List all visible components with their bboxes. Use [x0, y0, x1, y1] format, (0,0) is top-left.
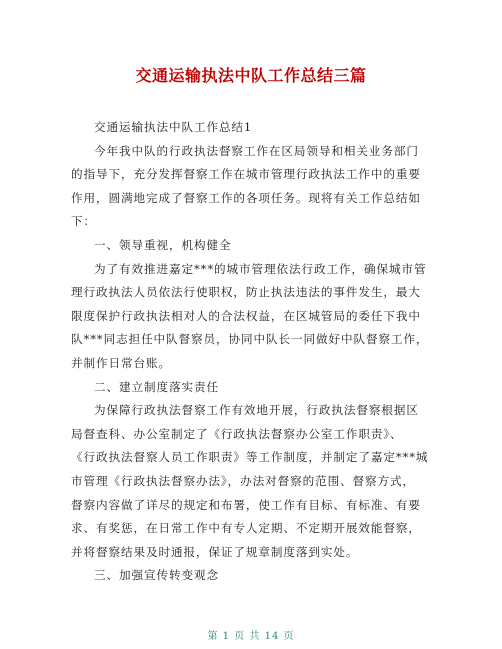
body-line: 限度保护行政执法相对人的合法权益，在区城管局的委任下我中: [71, 308, 421, 323]
body-line: 队***同志担任中队督察员，协同中队长一同做好中队督察工作，: [71, 332, 429, 347]
body-line: 今年我中队的行政执法督察工作在区局领导和相关业务部门: [94, 143, 419, 158]
body-line: 交通运输执法中队工作总结1: [94, 120, 253, 134]
body-line: 二、建立制度落实责任: [94, 379, 219, 394]
body-line: 的指导下，充分发挥督察工作在城市管理行政执法工作中的重要: [71, 167, 421, 182]
body-line: 并制作日常台账。: [71, 355, 171, 370]
body-line: 下：: [71, 214, 96, 229]
body-line: 一、领导重视，机构健全: [94, 237, 232, 252]
body-line: 为了有效推进嘉定***的城市管理依法行政工作，确保城市管: [94, 261, 427, 276]
body-line: 《行政执法督察人员工作职责》等工作制度，并制定了嘉定***城: [71, 450, 429, 465]
body-line: 督察内容做了详尽的规定和布署，使工作有目标、有标准、有要: [71, 497, 421, 512]
body-line: 市管理《行政执法督察办法》，办法对督察的范围、督察方式，: [71, 473, 416, 488]
page-footer: 第 1 页 共 14 页: [207, 631, 295, 642]
body-line: 作用，圆满地完成了督察工作的各项任务。现将有关工作总结如: [71, 190, 421, 205]
body-line: 局督查科、办公室制定了《行政执法督察办公室工作职责》、: [71, 426, 403, 441]
body-line: 理行政执法人员依法行使职权，防止执法违法的事件发生，最大: [71, 285, 421, 300]
body-line: 三、加强宣传转变观念: [94, 568, 219, 583]
body-line: 求、有奖惩，在日常工作中有专人定期、不定期开展效能督察，: [71, 521, 421, 536]
document-body: [71, 116, 435, 588]
body-line: 为保障行政执法督察工作有效地开展，行政执法督察根据区: [94, 403, 419, 418]
document-title: 交通运输执法中队工作总结三篇: [135, 66, 367, 85]
body-line: 并将督察结果及时通报，保证了规章制度落到实处。: [71, 544, 359, 559]
